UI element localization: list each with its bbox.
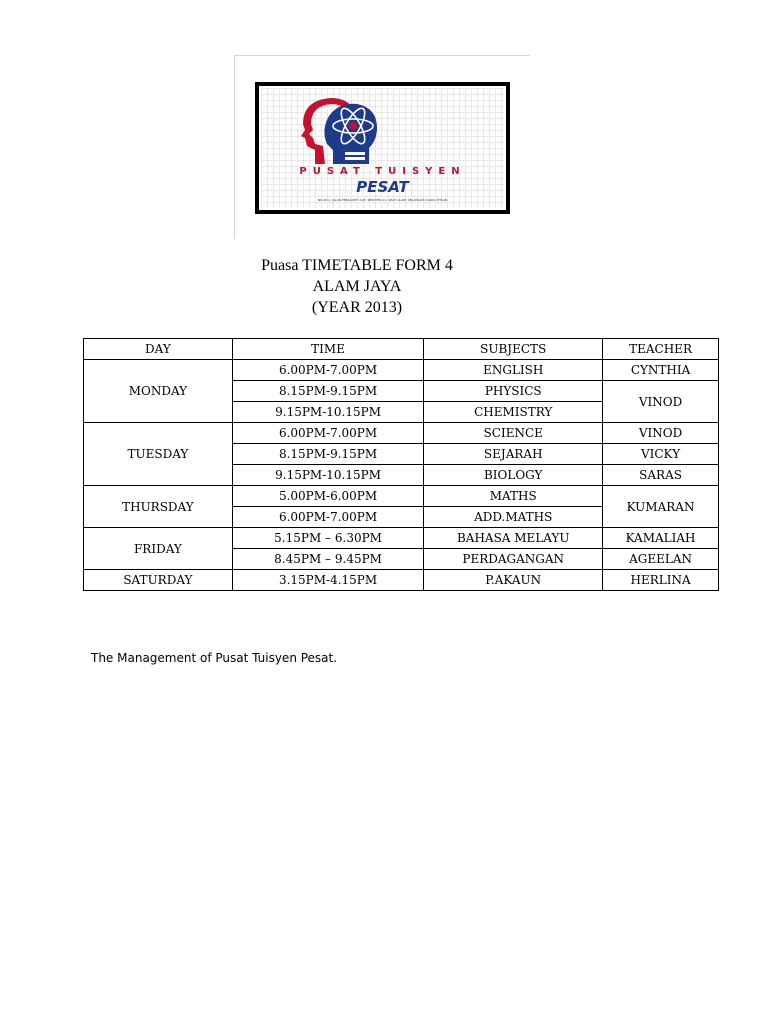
logo-text-top: PUSAT TUISYEN xyxy=(299,166,466,177)
subject-cell: PERDAGANGAN xyxy=(424,549,603,570)
teacher-cell: VINOD xyxy=(603,381,719,423)
title-line-2: ALAM JAYA xyxy=(312,278,402,295)
table-row xyxy=(84,486,719,507)
subject-cell: BAHASA MELAYU xyxy=(424,528,603,549)
table-row xyxy=(84,570,719,591)
day-cell: FRIDAY xyxy=(84,528,233,570)
table-row xyxy=(84,528,719,549)
time-cell: 5.00PM-6.00PM xyxy=(232,486,424,507)
teacher-cell: VICKY xyxy=(603,444,719,465)
subject-cell: P.AKAUN xyxy=(424,570,603,591)
subject-cell: MATHS xyxy=(424,486,603,507)
logo-frame xyxy=(234,55,530,239)
time-cell: 5.15PM – 6.30PM xyxy=(232,528,424,549)
teacher-cell: KAMALIAH xyxy=(603,528,719,549)
time-cell: 9.15PM-10.15PM xyxy=(232,402,424,423)
day-cell: THURSDAY xyxy=(84,486,233,528)
header-teacher: TEACHER xyxy=(603,339,719,360)
footer-note: The Management of Pusat Tuisyen Pesat. xyxy=(91,651,338,665)
subject-cell: SCIENCE xyxy=(424,423,603,444)
day-cell: TUESDAY xyxy=(84,423,233,486)
header-subjects: SUBJECTS xyxy=(424,339,603,360)
logo xyxy=(255,82,510,214)
subject-cell: ENGLISH xyxy=(424,360,603,381)
time-cell: 8.45PM – 9.45PM xyxy=(232,549,424,570)
title-line-3: (YEAR 2013) xyxy=(311,299,403,316)
logo-panel xyxy=(259,86,506,210)
table-row xyxy=(84,360,719,381)
time-cell: 3.15PM-4.15PM xyxy=(232,570,424,591)
subject-cell: PHYSICS xyxy=(424,381,603,402)
teacher-cell: AGEELAN xyxy=(603,549,719,570)
subject-cell: ADD.MATHS xyxy=(424,507,603,528)
day-cell: MONDAY xyxy=(84,360,233,423)
subject-cell: BIOLOGY xyxy=(424,465,603,486)
title-line-1: Puasa TIMETABLE FORM 4 xyxy=(261,257,453,274)
header-day: DAY xyxy=(84,339,233,360)
teacher-cell: VINOD xyxy=(603,423,719,444)
table-header-row xyxy=(84,339,719,360)
time-cell: 6.00PM-7.00PM xyxy=(232,507,424,528)
teacher-cell: CYNTHIA xyxy=(603,360,719,381)
head-atom-icon xyxy=(285,94,485,168)
time-cell: 6.00PM-7.00PM xyxy=(232,360,424,381)
timetable xyxy=(83,338,719,591)
header-time: TIME xyxy=(232,339,424,360)
time-cell: 8.15PM-9.15PM xyxy=(232,444,424,465)
page-title xyxy=(0,255,714,318)
time-cell: 8.15PM-9.15PM xyxy=(232,381,424,402)
logo-address: NO.28-1, JALAN PERAJURIT U1/E, SEKSYEN U1, SHAH ALAM, SELANGOR DARUL EHSAN xyxy=(317,198,448,202)
day-cell: SATURDAY xyxy=(84,570,233,591)
teacher-cell: SARAS xyxy=(603,465,719,486)
subject-cell: SEJARAH xyxy=(424,444,603,465)
time-cell: 9.15PM-10.15PM xyxy=(232,465,424,486)
subject-cell: CHEMISTRY xyxy=(424,402,603,423)
time-cell: 6.00PM-7.00PM xyxy=(232,423,424,444)
teacher-cell: KUMARAN xyxy=(603,486,719,528)
logo-text-bottom: PESAT xyxy=(356,178,409,196)
teacher-cell: HERLINA xyxy=(603,570,719,591)
table-row xyxy=(84,423,719,444)
